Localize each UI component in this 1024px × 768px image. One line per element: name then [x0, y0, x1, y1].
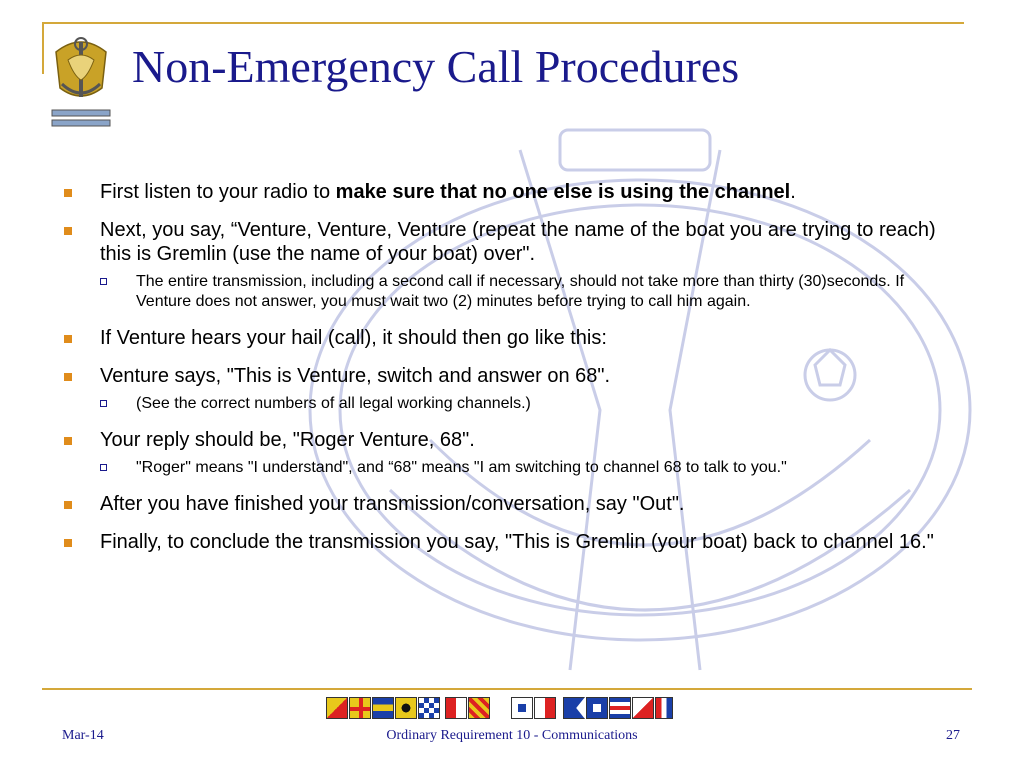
page-number: 27	[946, 728, 960, 743]
sub-bullet-marker-icon	[100, 400, 107, 407]
bullet-item	[60, 218, 960, 266]
bullet-item	[60, 180, 960, 204]
bullet-marker-icon	[64, 539, 72, 547]
signal-flag-icon	[372, 697, 394, 719]
bullet-text: Next, you say, “Venture, Venture, Venture (repeat the name of the boat you are trying to reach) this is Gremlin (use the name of your boat) over".	[100, 219, 936, 265]
bullet-text: Venture says, "This is Venture, switch and answer on 68".	[100, 365, 611, 387]
signal-flag-icon	[609, 697, 631, 719]
bullet-text: First listen to your radio to	[100, 181, 336, 203]
bullet-item	[60, 326, 960, 350]
bullet-item	[60, 492, 960, 516]
sub-bullet-item	[100, 394, 960, 414]
footer-rule	[42, 688, 972, 690]
signal-flag-icon	[395, 697, 417, 719]
signal-flag-icon	[632, 697, 654, 719]
footer-date: Mar-14	[62, 728, 104, 743]
bullet-bold-text: make sure that no one else is using the channel	[335, 181, 791, 203]
bullet-marker-icon	[64, 335, 72, 343]
footer-title: Ordinary Requirement 10 - Communications	[386, 728, 638, 743]
sea-scout-emblem-icon	[48, 32, 114, 132]
sub-bullet-item	[100, 458, 960, 478]
bullet-text: Your reply should be, "Roger Venture, 68".	[100, 429, 475, 451]
bullet-text-end: .	[790, 181, 796, 203]
bullet-text: If Venture hears your hail (call), it should then go like this:	[100, 327, 607, 349]
frame-rule-left	[42, 22, 44, 74]
sub-bullet-marker-icon	[100, 464, 107, 471]
signal-flag-icon	[586, 697, 608, 719]
slide-title: Non-Emergency Call Procedures	[132, 41, 740, 92]
sub-bullet-text: "Roger" means "I understand", and “68" means "I am switching to channel 68 to talk to you."	[136, 459, 787, 476]
bullet-marker-icon	[64, 501, 72, 509]
sub-bullet-marker-icon	[100, 278, 107, 285]
bullet-marker-icon	[64, 373, 72, 381]
signal-flag-icon	[655, 697, 673, 719]
bullet-list	[60, 180, 960, 568]
frame-rule-top	[42, 22, 964, 24]
bullet-marker-icon	[64, 437, 72, 445]
signal-flag-icon	[511, 697, 533, 719]
sub-bullet-text: (See the correct numbers of all legal working channels.)	[136, 395, 531, 412]
bullet-text: After you have finished your transmission/conversation, say "Out".	[100, 493, 685, 515]
bullet-text: Finally, to conclude the transmission you say, "This is Gremlin (your boat) back to channel 16."	[100, 531, 934, 553]
signal-flag-icon	[563, 697, 585, 719]
bullet-item	[60, 428, 960, 452]
bullet-item	[60, 530, 960, 554]
signal-flag-icon	[445, 697, 467, 719]
bullet-marker-icon	[64, 227, 72, 235]
signal-flag-icon	[418, 697, 440, 719]
signal-flag-icon	[349, 697, 371, 719]
bullet-marker-icon	[64, 189, 72, 197]
signal-flags-icon	[326, 697, 674, 719]
sub-bullet-text: The entire transmission, including a second call if necessary, should not take more than thirty (30)seconds. If Venture does not answer, you must wait two (2) minutes before trying to call him again.	[136, 273, 905, 310]
signal-flag-icon	[326, 697, 348, 719]
signal-flag-icon	[468, 697, 490, 719]
sub-bullet-item	[100, 272, 960, 312]
bullet-item	[60, 364, 960, 388]
signal-flag-icon	[534, 697, 556, 719]
